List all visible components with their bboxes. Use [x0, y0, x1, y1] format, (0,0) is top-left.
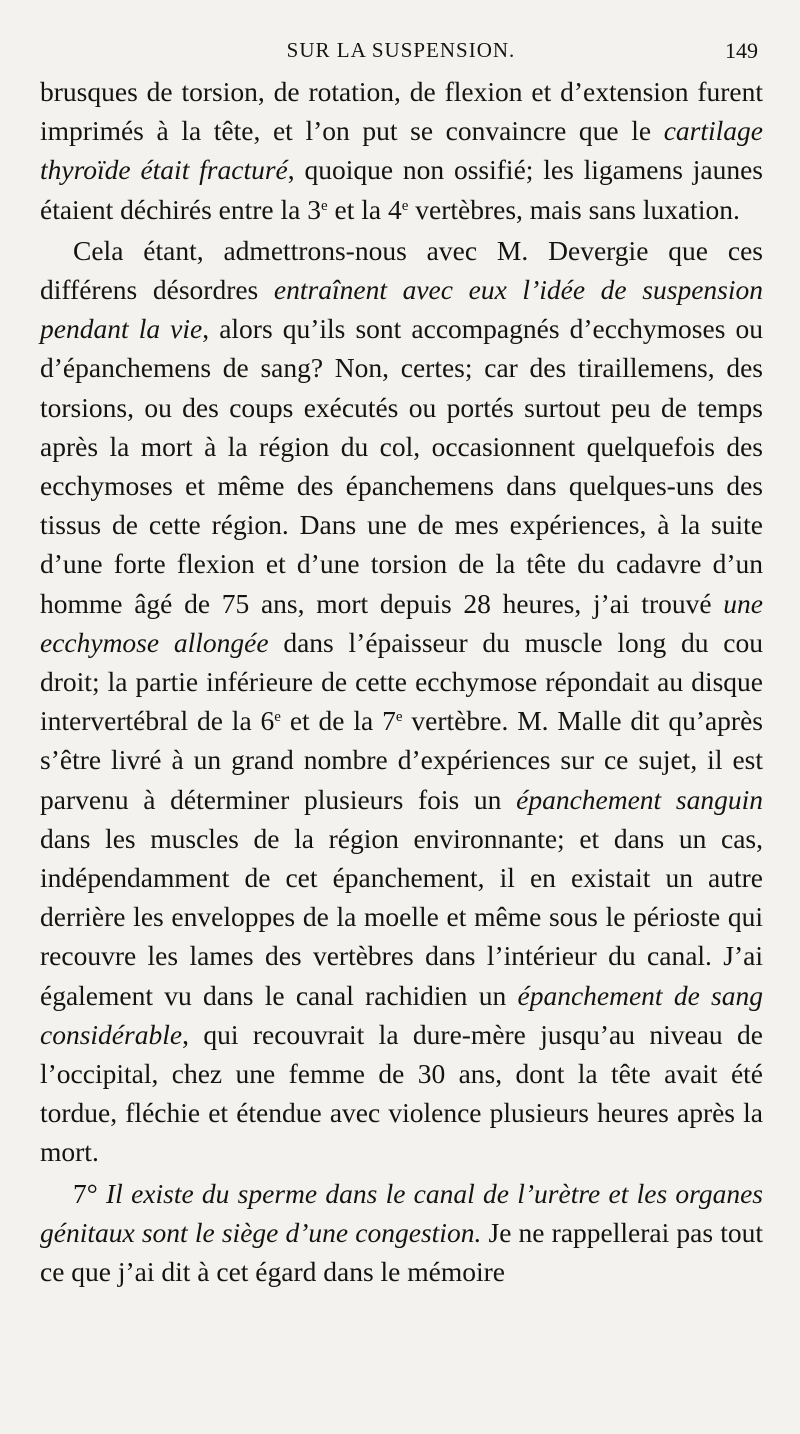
text-run: , quoique non ossifié; les ligamens jaunes étaient déchirés entre la 3: [40, 154, 763, 225]
text-run: vertèbre. M. Malle dit qu’après s’être livré à un grand nombre d’expériences sur ce sujet, il est parvenu à déterminer plusieurs fois un: [40, 705, 763, 815]
body-text: [40, 72, 763, 1291]
text-run: Je ne rappellerai pas tout ce que j’ai dit à cet égard dans le mémoire: [40, 1216, 763, 1288]
page-header: [40, 38, 762, 72]
italic-phrase: entraînent avec eux l’idée de suspension pendant la vie: [40, 274, 763, 345]
superscript-ordinal: e: [395, 709, 403, 726]
text-run: , qui recouvrait la dure-mère jusqu’au niveau de l’occipital, chez une femme de 30 ans, dont la tête avait été tordue, fléchie et étendue avec violence plusieurs heures après la mort.: [40, 1018, 763, 1168]
text-run: Cela étant, admettrons-nous avec M. Devergie que ces différens désordres: [40, 234, 763, 306]
text-run: dans l’épaisseur du muscle long du cou droit; la partie inférieure de cette ecchymose répondait au disque intervertébral de la 6: [40, 626, 763, 737]
italic-phrase: une ecchymose allongée: [40, 587, 763, 658]
paragraph-p2: [40, 231, 763, 1172]
italic-phrase: cartilage thyroïde était fracturé: [40, 115, 763, 186]
text-run: et la 4: [327, 193, 402, 225]
page-number: 149: [725, 38, 758, 63]
paragraph-p1: [40, 72, 763, 229]
italic-phrase: épanchement de sang considérable: [40, 979, 764, 1050]
text-run: brusques de torsion, de rotation, de flexion et d’extension furent imprimés à la tête, et l’on put se convaincre que le: [40, 76, 763, 147]
superscript-ordinal: e: [320, 197, 328, 214]
italic-phrase: épanchement sanguin: [516, 783, 763, 815]
text-run: et de la 7: [280, 705, 396, 737]
superscript-ordinal: e: [274, 709, 281, 726]
text-run: , alors qu’ils sont accompagnés d’ecchymoses ou d’épanchemens de sang? Non, certes; car des tiraillemens, des torsions, ou des coups exécutés ou portés surtout peu de temps après la mort à la région du col, occasionnent quelquefois des ecchymoses et même des épanchemens dans quelques-uns des tissus de cette région. Dans une de mes expériences, à la suite d’une forte flexion et d’une torsion de la tête du cadavre d’un homme âgé de 75 ans, mort depuis 28 heures, j’ai trouvé: [40, 313, 763, 619]
italic-phrase: Il existe du sperme dans le canal de l’urètre et les organes génitaux sont le siège d’une congestion.: [40, 1177, 763, 1248]
superscript-ordinal: e: [401, 197, 409, 214]
paragraph-p3: [40, 1174, 763, 1292]
text-run: 7°: [73, 1177, 98, 1209]
text-run: dans les muscles de la région environnante; et dans un cas, indépendamment de cet épanchement, il en existait un autre derrière les enveloppes de la moelle et même sous le périoste qui recouvre les lames des vertèbres dans l’intérieur du canal. J’ai également vu dans le canal rachidien un: [40, 822, 763, 1011]
text-run: vertèbres, mais sans luxation.: [408, 193, 740, 225]
running-title: SUR LA SUSPENSION.: [286, 38, 516, 62]
